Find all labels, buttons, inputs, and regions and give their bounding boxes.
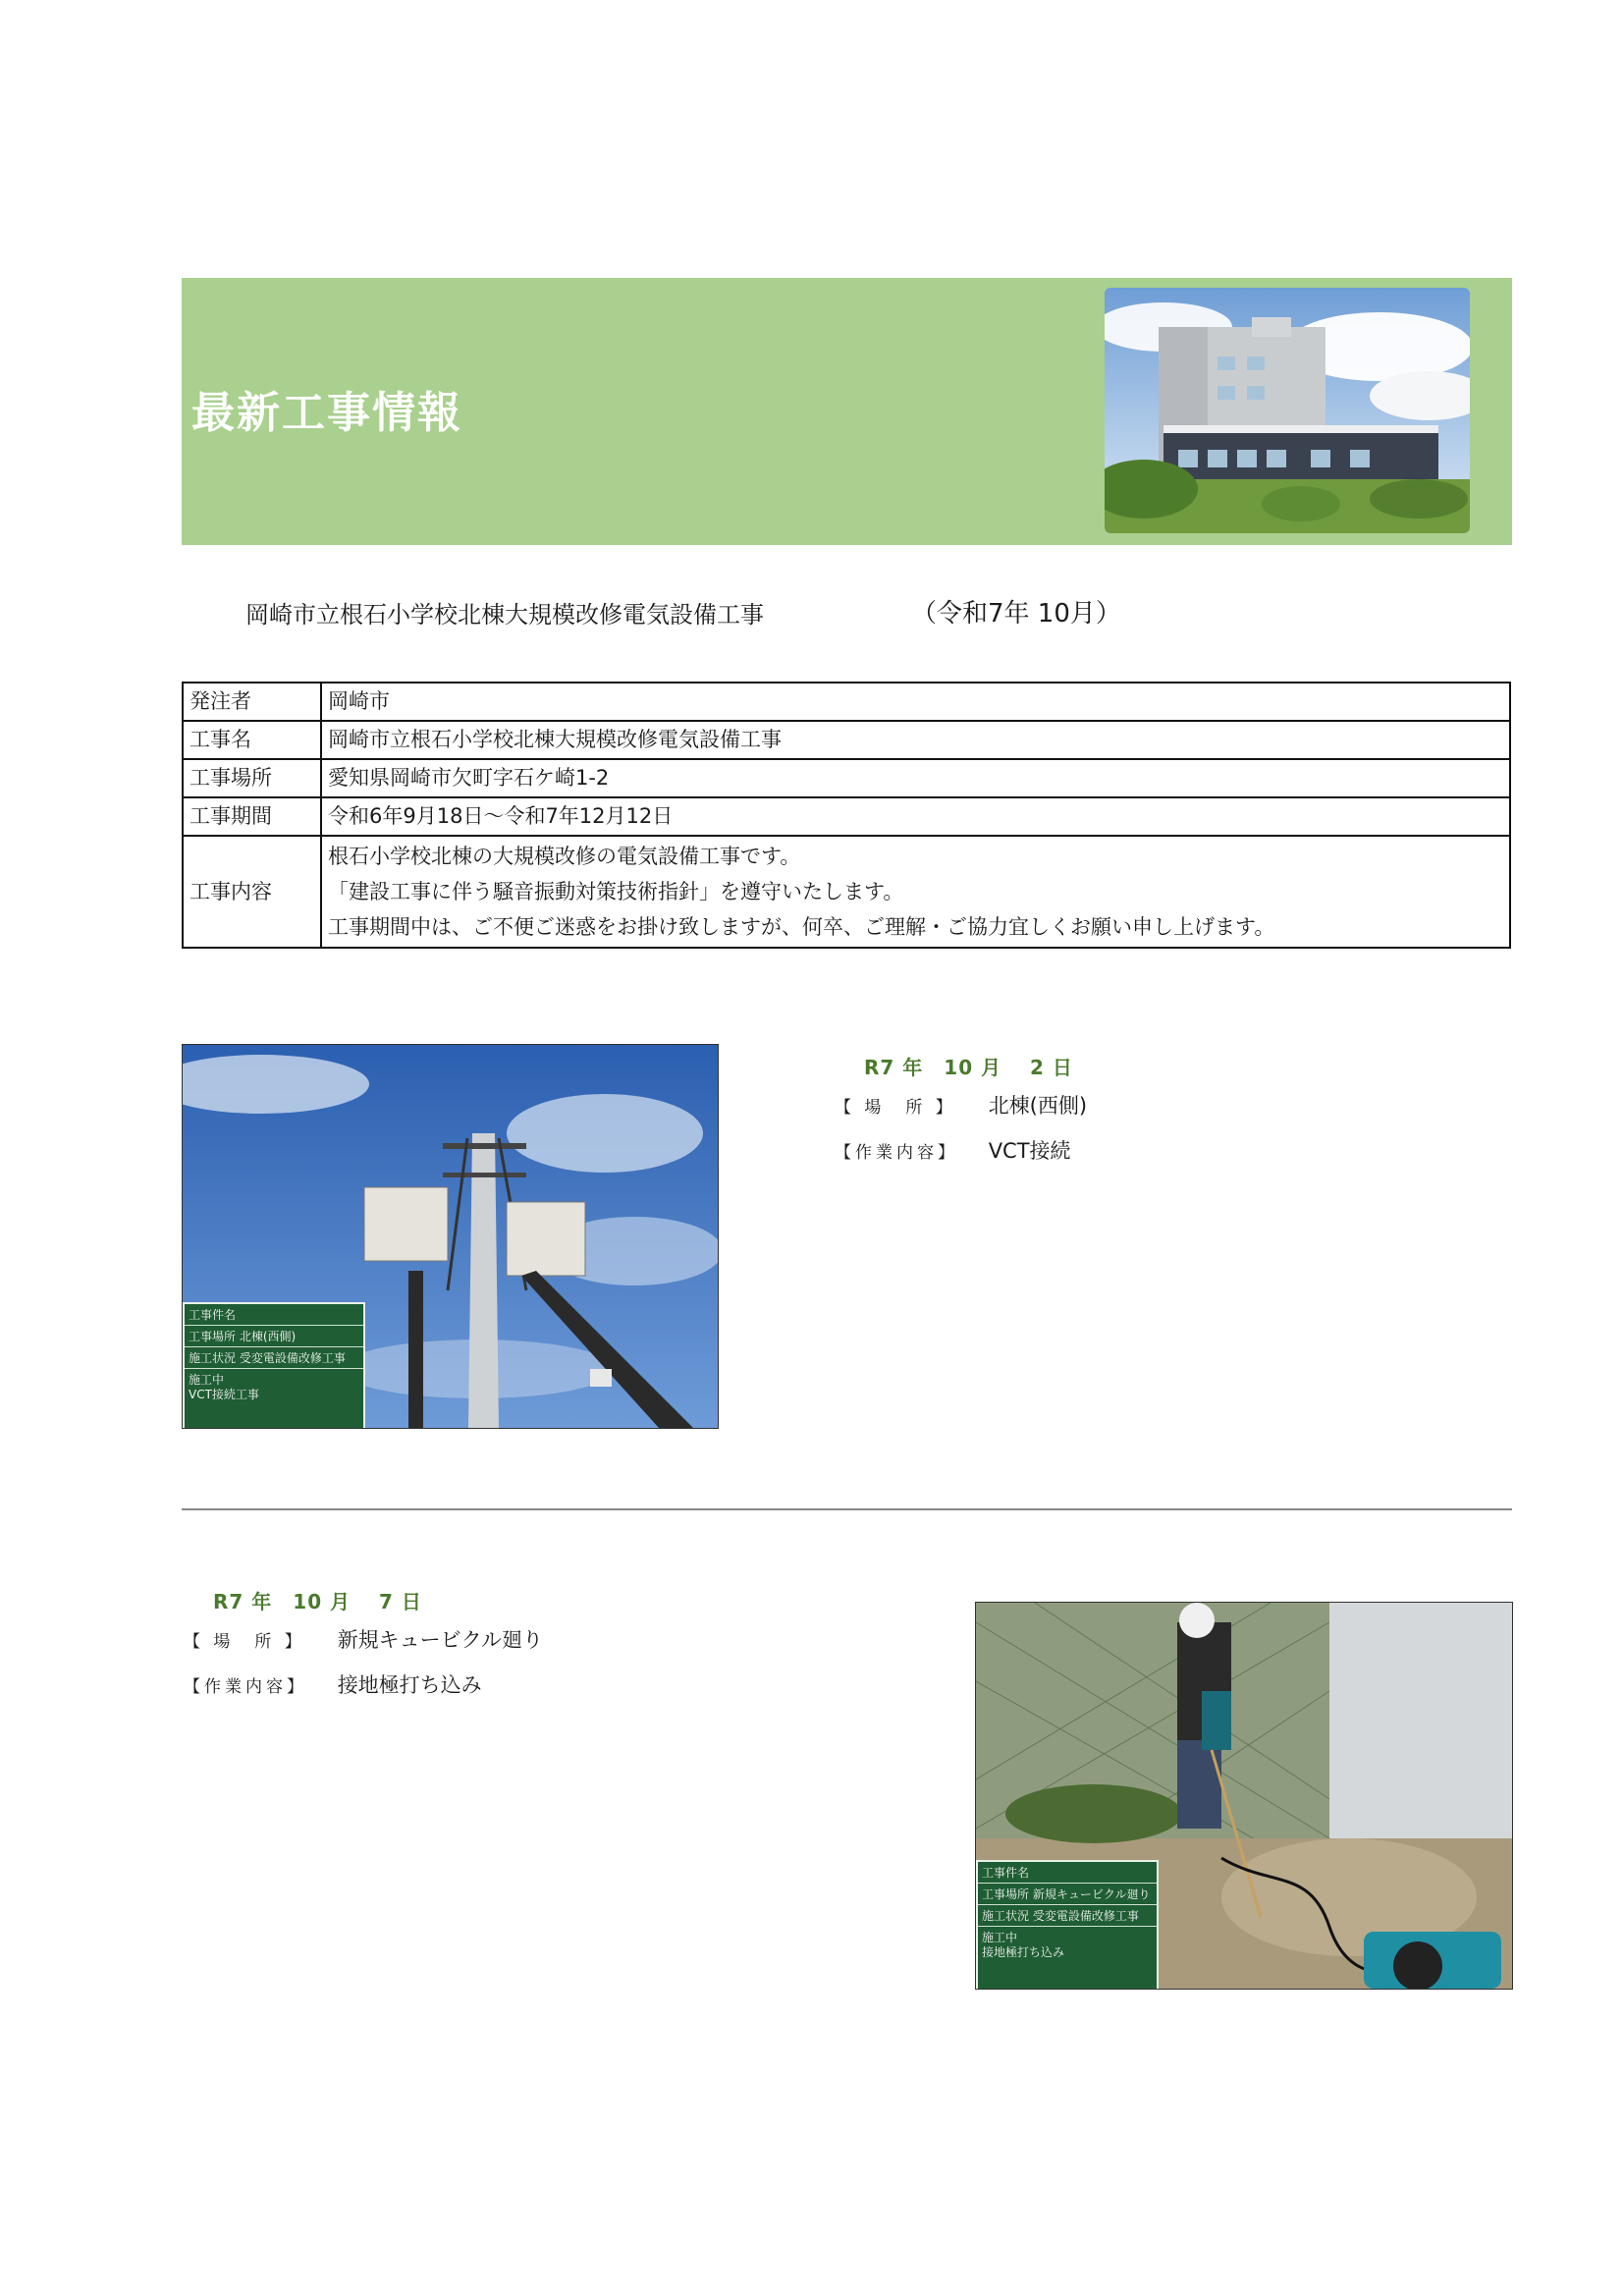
page-title: 最新工事情報 xyxy=(191,388,462,438)
report-work xyxy=(835,1135,1071,1165)
section-divider xyxy=(182,1508,1512,1510)
report-work xyxy=(184,1669,482,1699)
project-name: 岡崎市立根石小学校北棟大規模改修電気設備工事 xyxy=(245,601,764,629)
board-row: 工事件名 xyxy=(978,1862,1157,1884)
report-date: R7 年 10 月 7 日 xyxy=(213,1590,422,1613)
project-date: （令和7年 10月） xyxy=(911,599,1121,629)
content-line: 根石小学校北棟の大規模改修の電気設備工事です。 xyxy=(328,845,801,868)
content-line: 工事期間中は、ご不便ご迷惑をお掛け致しますが、何卒、ご理解・ご協力宜しくお願い申し上げます。 xyxy=(328,915,1275,939)
report-place xyxy=(184,1624,543,1654)
table-row xyxy=(183,797,1510,836)
board-note: VCT接続工事 xyxy=(189,1388,259,1401)
place-label: 【 場 所 】 xyxy=(835,1098,956,1118)
construction-signboard xyxy=(976,1860,1159,1990)
place-value: 北棟(西側) xyxy=(988,1094,1088,1118)
row-label: 発注者 xyxy=(183,683,321,721)
work-label: 【作業内容】 xyxy=(835,1143,958,1163)
board-row: 施工状況 受変電設備改修工事 xyxy=(978,1905,1157,1927)
report-date: R7 年 10 月 2 日 xyxy=(864,1056,1073,1079)
board-row: 工事場所 新規キュービクル廻り xyxy=(978,1884,1157,1905)
row-label: 工事名 xyxy=(183,721,321,759)
table-row xyxy=(183,759,1510,797)
board-note: 施工中 xyxy=(189,1373,225,1387)
row-value: 岡崎市 xyxy=(321,683,1510,721)
row-value: 愛知県岡崎市欠町字石ケ崎1-2 xyxy=(321,759,1510,797)
work-value: VCT接続 xyxy=(988,1139,1071,1163)
school-building-photo xyxy=(1105,288,1470,533)
row-value: 令和6年9月18日～令和7年12月12日 xyxy=(321,797,1510,836)
row-value: 岡崎市立根石小学校北棟大規模改修電気設備工事 xyxy=(321,721,1510,759)
board-row: 工事件名 xyxy=(185,1304,363,1326)
report-photo-grounding-work xyxy=(975,1602,1513,1990)
place-value: 新規キュービクル廻り xyxy=(337,1628,544,1652)
row-label: 工事期間 xyxy=(183,797,321,836)
row-label: 工事内容 xyxy=(183,836,321,948)
table-row xyxy=(183,683,1510,721)
report-place xyxy=(835,1090,1087,1120)
work-value: 接地極打ち込み xyxy=(337,1673,482,1697)
project-info-table xyxy=(182,682,1511,949)
board-note: 施工中 xyxy=(982,1931,1018,1944)
report-photo-utility-pole xyxy=(182,1044,719,1429)
work-content xyxy=(321,836,1510,948)
construction-signboard xyxy=(183,1302,365,1429)
work-label: 【作業内容】 xyxy=(184,1677,307,1697)
board-row: 施工状況 受変電設備改修工事 xyxy=(185,1347,363,1369)
place-label: 【 場 所 】 xyxy=(184,1632,305,1652)
table-row xyxy=(183,721,1510,759)
content-line: 「建設工事に伴う騒音振動対策技術指針」を遵守いたします。 xyxy=(328,880,904,903)
table-row xyxy=(183,836,1510,948)
row-label: 工事場所 xyxy=(183,759,321,797)
board-row: 工事場所 北棟(西側) xyxy=(185,1326,363,1347)
board-note: 接地極打ち込み xyxy=(982,1945,1065,1959)
